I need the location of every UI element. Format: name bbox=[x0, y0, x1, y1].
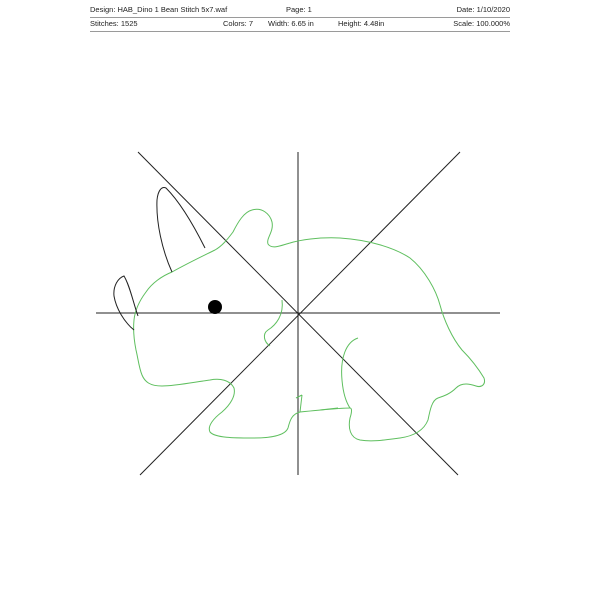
top-horn bbox=[157, 188, 205, 273]
nose-horn bbox=[114, 276, 138, 330]
hind-leg-line bbox=[342, 338, 358, 408]
print-date: Date: 1/10/2020 bbox=[456, 5, 510, 14]
neck-line bbox=[264, 300, 282, 346]
scale-value: Scale: 100.000% bbox=[453, 19, 510, 28]
stitch-count: Stitches: 1525 bbox=[90, 19, 138, 28]
design-width: Width: 6.65 in bbox=[268, 19, 314, 28]
eye-dot bbox=[208, 300, 222, 314]
design-name: Design: HAB_Dino 1 Bean Stitch 5x7.waf bbox=[90, 5, 228, 14]
page-number: Page: 1 bbox=[286, 5, 312, 14]
color-count: Colors: 7 bbox=[223, 19, 254, 28]
design-height: Height: 4.48in bbox=[338, 19, 385, 28]
